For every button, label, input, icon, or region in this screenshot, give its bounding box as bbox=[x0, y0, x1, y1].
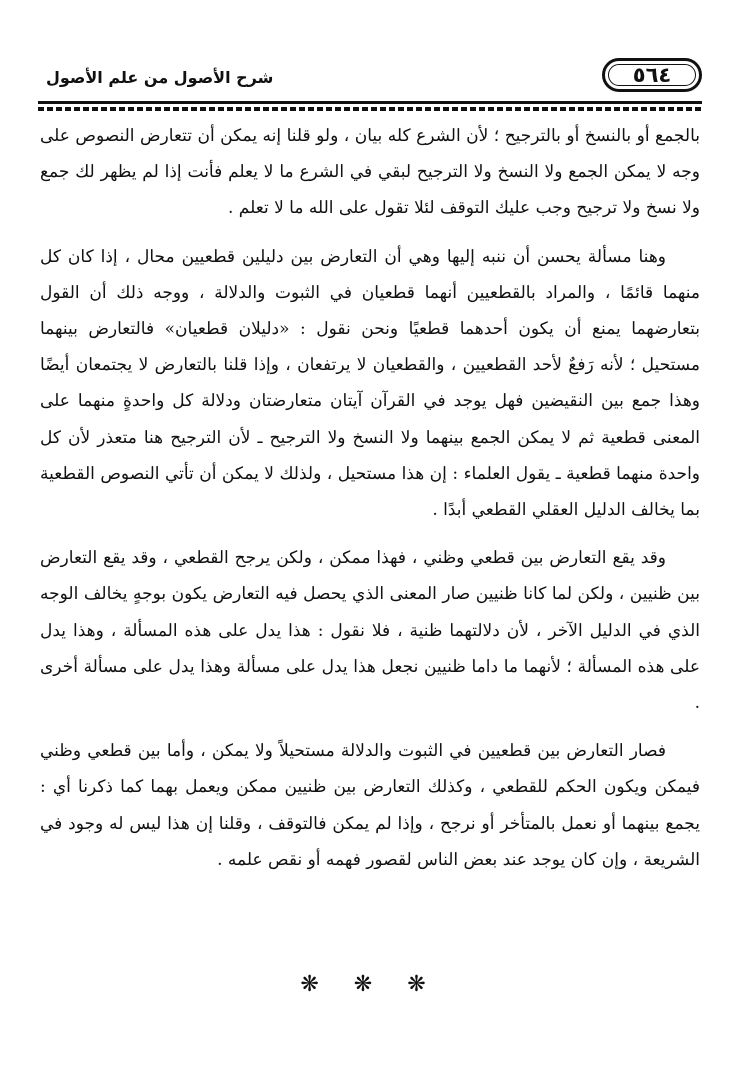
paragraph-4: فصار التعارض بين قطعيين في الثبوت والدلالة مستحيلاً ولا يمكن ، وأما بين قطعي وظني فيمكن ويكون الحكم للقطعي ، وكذلك التعارض بين ظنيين ممكن ويعمل بهما كما ذكرنا أي : يجمع بينهما أو نعمل بالمتأخر أو نرجح ، وإذا لم يمكن فالتوقف ، وقلنا إن هذا ليس له وجود في الشريعة ، وإن كان يوجد عند بعض الناس لقصور فهمه أو نقص علمه . bbox=[40, 741, 700, 870]
section-separator: ❋ ❋ ❋ bbox=[300, 972, 440, 997]
paragraph-2: وهنا مسألة يحسن أن ننبه إليها وهي أن التعارض بين دليلين قطعيين محال ، إذا كان كل منهما قائمًا ، والمراد بالقطعيين أنهما قطعيان في الثبوت والدلالة ، ووجه ذلك أن القول بتعارضهما يمنع أن يكون أحدهما قطعيًا ونحن نقول : «دليلان قطعيان» فالتعارض بينهما مستحيل ؛ لأنه رَفعٌ لأحد القطعيين ، والقطعيان لا يرتفعان ، وإذا قلنا بالتعارض لا يجتمعان أيضًا وهذا جمع بين النقيضين فهل يوجد في القرآن آيتان متعارضتان ودلالة كل واحدةٍ منهما على المعنى قطعية ثم لا يمكن الجمع بينهما ولا النسخ ولا الترجيح ـ لأن الترجيح هنا متعذر لأن كل واحدة منهما قطعية ـ يقول العلماء : إن هذا مستحيل ، ولذلك لا يمكن أن تأتي النصوص القطعية بما يخالف الدليل العقلي القطعي أبدًا . bbox=[40, 246, 700, 521]
header-rule-dashed-line bbox=[38, 107, 702, 111]
header-rule bbox=[38, 101, 702, 113]
book-title: شرح الأصول من علم الأصول bbox=[46, 68, 274, 87]
page-header bbox=[38, 58, 702, 98]
header-rule-thick-line bbox=[38, 101, 702, 104]
page-number: ٥٦٤ bbox=[632, 63, 672, 87]
page-body bbox=[40, 118, 700, 890]
paragraph-3: وقد يقع التعارض بين قطعي وظني ، فهذا ممكن ، ولكن يرجح القطعي ، وقد يقع التعارض بين ظنيين ، ولكن لما كانا ظنيين صار المعنى الذي يحصل فيه التعارض يكون بوجهٍ يخالف الوجه الذي في الدليل الآخر ، لأن دلالتهما ظنية ، فلا نقول : هذا يدل على هذه المسألة ، وهذا يدل على هذه المسألة ؛ لأنهما ما داما ظنيين نجعل هذا يدل على مسألة وهذا يدل على مسألة أخرى . bbox=[40, 548, 700, 714]
page-number-badge bbox=[602, 58, 702, 92]
paragraph-1: بالجمع أو بالنسخ أو بالترجيح ؛ لأن الشرع كله بيان ، ولو قلنا إنه يمكن أن تتعارض النصوص على وجه لا يمكن الجمع ولا النسخ ولا الترجيح لبقي في الشرع ما لا يعلم فأنت إذا لم يظهر لك جمع ولا نسخ ولا ترجيح وجب عليك التوقف لئلا تقول على الله ما لا تعلم . bbox=[40, 126, 700, 219]
